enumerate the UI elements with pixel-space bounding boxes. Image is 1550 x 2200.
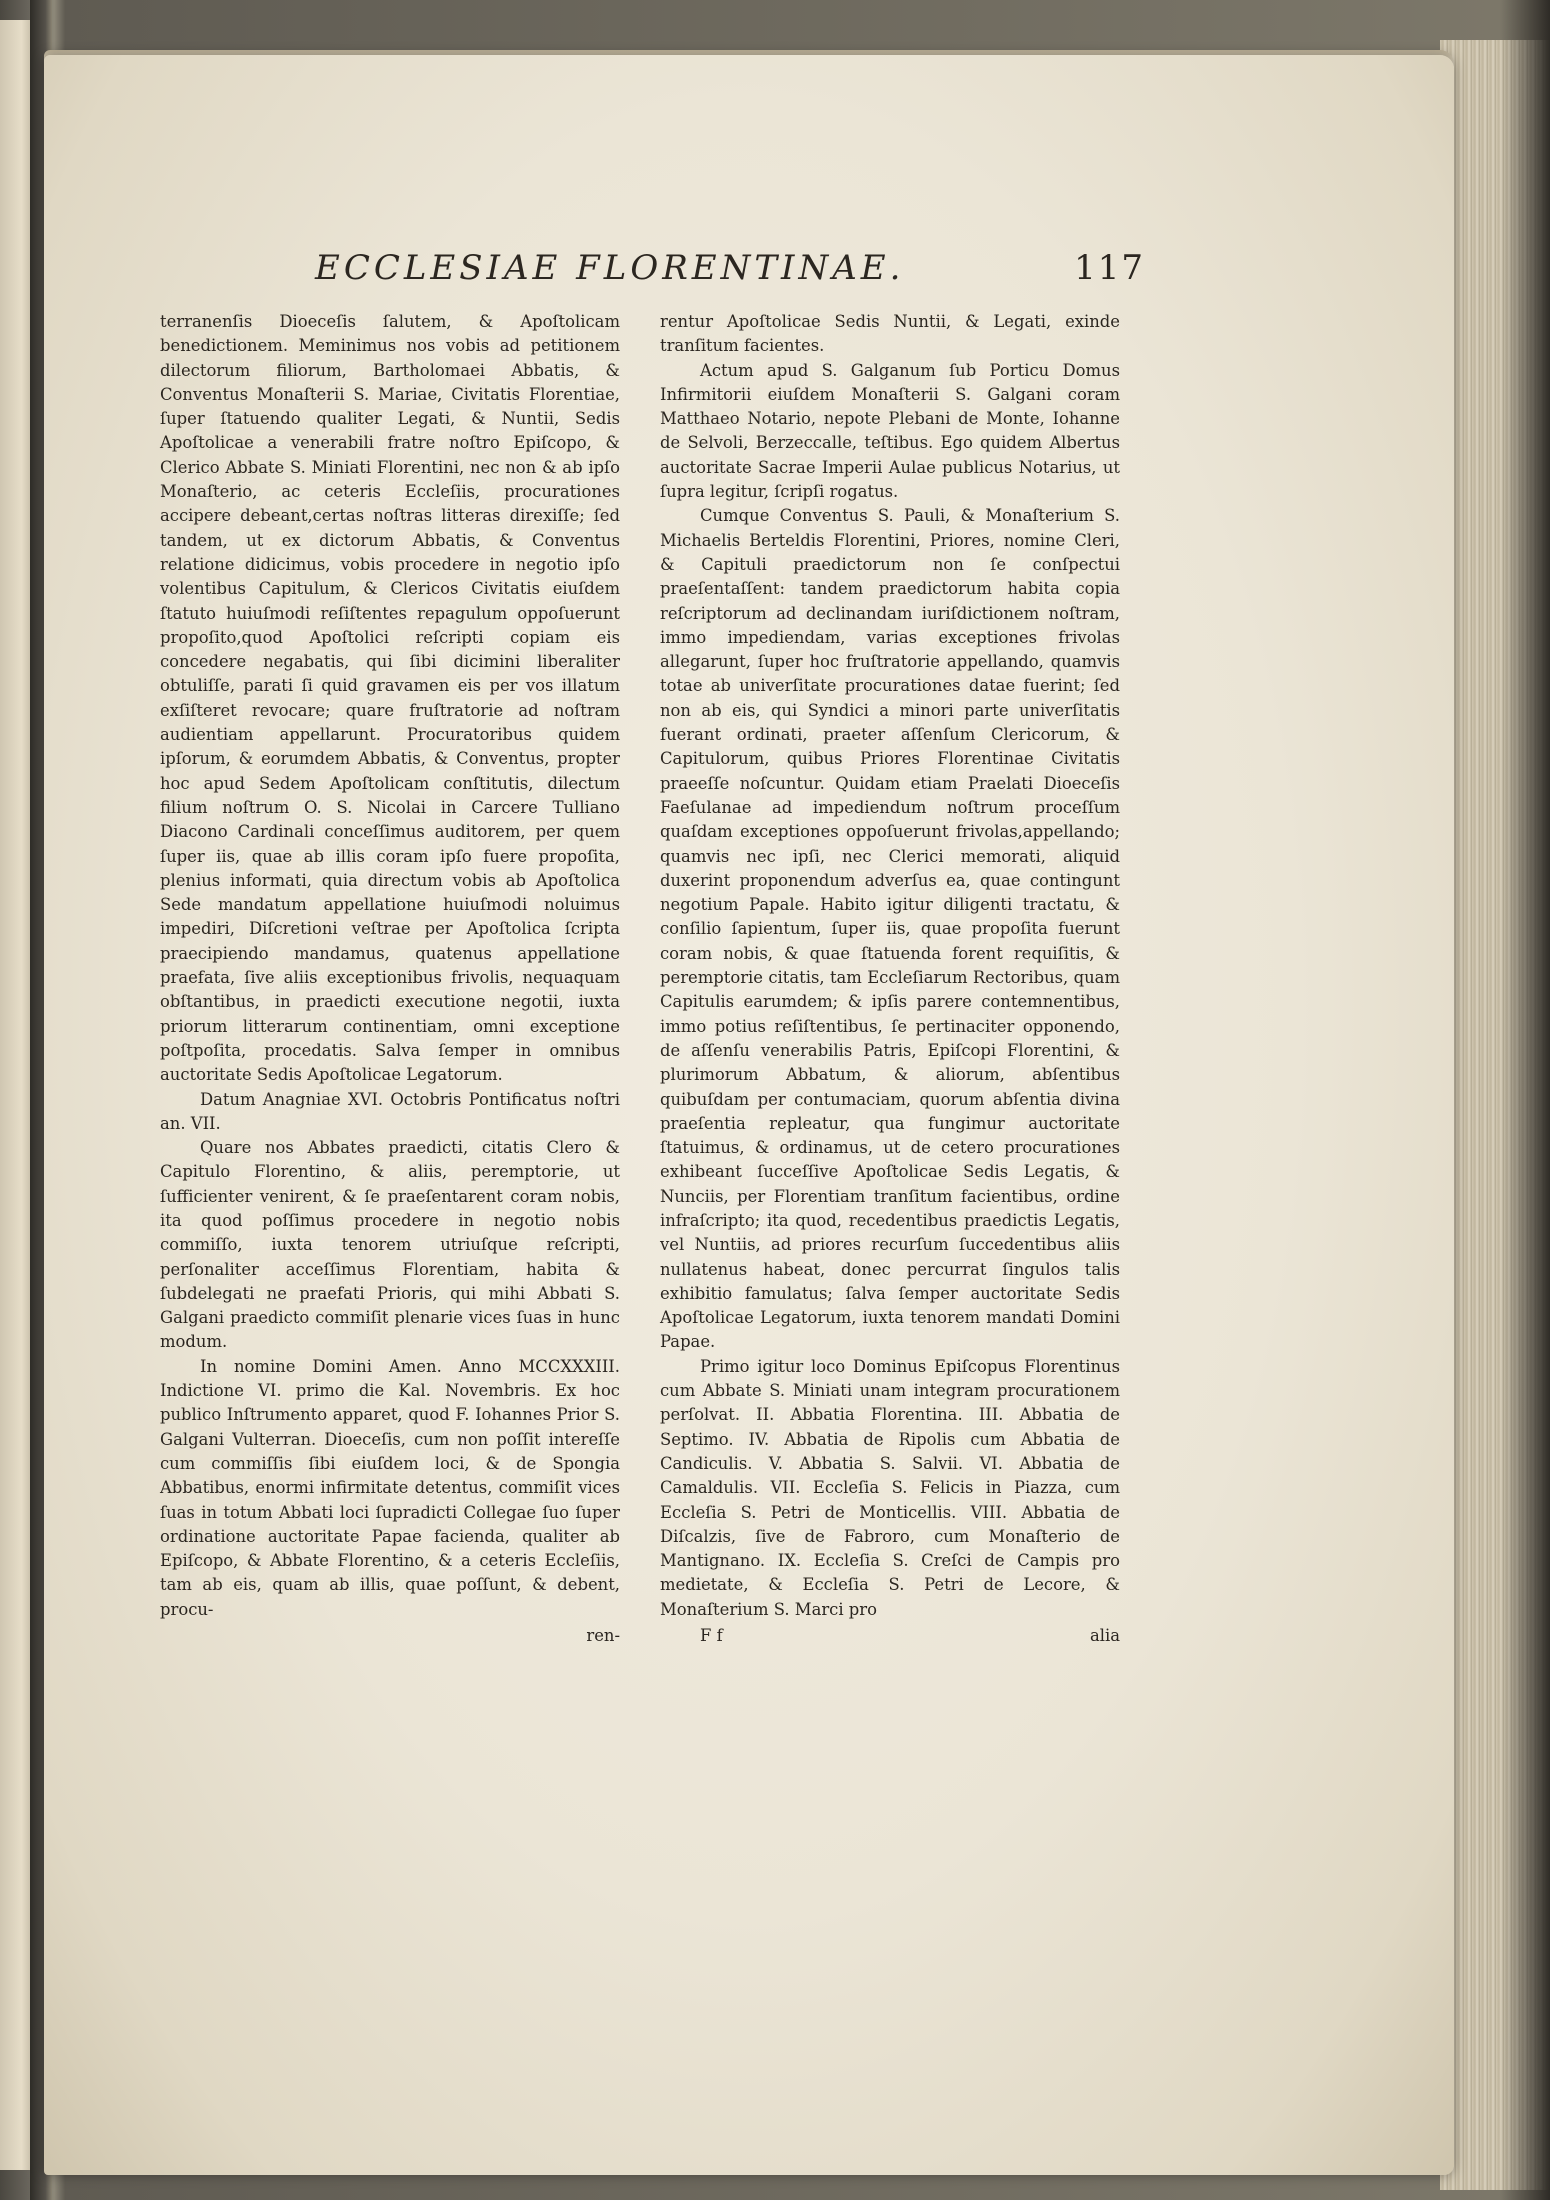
- left-paragraph-1: terranenſis Dioeceſis ſalutem, & Apoſtolicam benedictionem. Meminimus nos vobis ad petitionem dilectorum filiorum, Bartholomaei Abbatis, & Conventus Monaſterii S. Mariae, Civitatis Florentiae, ſuper ſtatuendo qualiter Legati, & Nuntii, Sedis Apoſtolicae a venerabili fratre noſtro Epiſcopo, & Clerico Abbate S. Miniati Florentini, nec non & ab ipſo Monaſterio, ac ceteris Eccleſiis, procurationes accipere debeant,certas noſtras litteras direxiſſe; ſed tandem, ut ex dictorum Abbatis, & Conventus relatione didicimus, vobis procedere in negotio ipſo volentibus Capitulum, & Clericos Civitatis eiuſdem ſtatuto huiuſmodi reſiſtentes repagulum oppoſuerunt propoſito,quod Apoſtolici reſcripti copiam eis concedere negabatis, qui ſibi dicimini liberaliter obtuliſſe, parati ſi quid gravamen eis per vos illatum exſiſteret revocare; quare fruſtratorie ad noſtram audientiam appellarunt. Procuratoribus quidem ipſorum, & eorumdem Abbatis, & Conventus, propter hoc apud Sedem Apoſtolicam conſtitutis, dilectum filium noſtrum O. S. Nicolai in Carcere Tulliano Diacono Cardinali conceſſimus auditorem, per quem ſuper iis, quae ab illis coram ipſo fuere propoſita, plenius informati, quia directum vobis ab Apoſtolica Sede mandatum appellatione huiuſmodi noluimus impediri, Diſcretioni veſtrae per Apoſtolica ſcripta praecipiendo mandamus, quatenus appellatione praefata, ſive aliis exceptionibus frivolis, nequaquam obſtantibus, in praedicti executione negotii, iuxta priorum litterarum continentiam, omni exceptione poſtpoſita, procedatis. Salva ſemper in omnibus auctoritate Sedis Apoſtolicae Legatorum.: [160, 312, 620, 1085]
- left-paragraph-3: Quare nos Abbates praedicti, citatis Clero & Capitulo Florentino, & aliis, peremptorie, ut ſufficienter venirent, & ſe praeſentarent coram nobis, ita quod poſſimus procedere in negotio nobis commiſſo, iuxta tenorem utriuſque reſcripti, perſonaliter acceſſimus Florentiam, habita & ſubdelegati ne praefati Prioris, qui mihi Abbati S. Galgani praedicto commiſit plenarie vices ſuas in hunc modum.: [160, 1138, 620, 1352]
- right-paragraph-2: Actum apud S. Galganum ſub Porticu Domus Infirmitorii eiuſdem Monaſterii S. Galgani coram Matthaeo Notario, nepote Plebani de Monte, Iohanne de Selvoli, Berzeccalle, teſtibus. Ego quidem Albertus auctoritate Sacrae Imperii Aulae publicus Notarius, ut ſupra legitur, ſcripſi rogatus.: [660, 360, 1120, 502]
- binding-shadow: [1500, 0, 1550, 2200]
- signature-mark: F f: [700, 1626, 723, 1646]
- right-paragraph-4: Primo igitur loco Dominus Epiſcopus Florentinus cum Abbate S. Miniati unam integram procurationem perſolvat. II. Abbatia Florentina. III. Abbatia de Septimo. IV. Abbatia de Ripolis cum Abbatia de Candiculis. V. Abbatia S. Salvii. VI. Abbatia de Camaldulis. VII. Eccleſia S. Felicis in Piazza, cum Eccleſia S. Petri de Monticellis. VIII. Abbatia de Diſcalzis, ſive de Fabroro, cum Monaſterio de Mantignano. IX. Eccleſia S. Creſci de Campis pro medietate, & Eccleſia S. Petri de Lecore, & Monaſterium S. Marci pro: [660, 1356, 1120, 1619]
- left-paragraph-4: In nomine Domini Amen. Anno MCCXXXIII. Indictione VI. primo die Kal. Novembris. Ex hoc publico Inſtrumento apparet, quod F. Iohannes Prior S. Galgani Vulterran. Dioeceſis, cum non poſſit intereſſe cum commiſſis ſibi eiuſdem loci, & de Spongia Abbatibus, enormi infirmitate detentus, commiſit vices ſuas in totum Abbati loci ſupradicti Collegae ſuo ſuper ordinatione auctoritate Papae facienda, qualiter ab Epiſcopo, & Abbate Florentino, & a ceteris Eccleſiis, tam ab eis, quam ab illis, quae poſſunt, & debent, procu-: [160, 1356, 620, 1619]
- right-paragraph-1: rentur Apoſtolicae Sedis Nuntii, & Legati, exinde tranſitum facientes.: [660, 312, 1120, 356]
- left-column: [160, 310, 620, 1648]
- running-head: [315, 248, 1145, 296]
- right-paragraph-3: Cumque Conventus S. Pauli, & Monaſterium S. Michaelis Berteldis Florentini, Priores, nomine Cleri, & Capituli praedictorum non ſe conſpectui praeſentaſſent: tandem praedictorum habita copia reſcriptorum ad declinandam iuriſdictionem noſtram, immo impediendam, varias exceptiones frivolas allegarunt, ſuper hoc fruſtratorie appellando, quamvis totae ab univerſitate procurationes datae fuerint; ſed non ab eis, qui Syndici a minori parte univerſitatis fuerant ordinati, praeter aſſenſum Clericorum, & Capitulorum, quibus Priores Florentinae Civitatis praeeſſe noſcuntur. Quidam etiam Praelati Dioeceſis Faeſulanae ad impediendum noſtrum proceſſum quaſdam exceptiones oppoſuerunt frivolas,appellando; quamvis nec ipſi, nec Clerici memorati, aliquid duxerint proponendum adverſus ea, quae contingunt negotium Papale. Habito igitur diligenti tractatu, & conſilio ſapientum, ſuper iis, quae propoſita fuerunt coram nobis, & quae ſtatuenda forent requiſitis, & peremptorie citatis, tam Eccleſiarum Rectoribus, quam Capitulis earumdem; & ipſis parere contemnentibus, immo potius reſiſtentibus, ſe pertinaciter opponendo, de aſſenſu venerabilis Patris, Epiſcopi Florentini, & plurimorum Abbatum, & aliorum, abſentibus quibuſdam per contumaciam, quorum abſentia divina praeſentia repleatur, qua fungimur auctoritate ſtatuimus, & ordinamus, ut de cetero procurationes exhibeant ſucceſſive Apoſtolicae Sedis Legatis, & Nunciis, per Florentiam tranſitum facientibus, ordine infraſcripto; ita quod, recedentibus praedictis Legatis, vel Nuntiis, ad priores recurſum ſuccedentibus aliis nullatenus habeat, donec percurrat ſingulos talis exhibitio famulatus; ſalva ſemper auctoritate Sedis Apoſtolicae Legatorum, iuxta tenorem mandati Domini Papae.: [660, 506, 1120, 1352]
- page-number: 117: [1074, 248, 1145, 288]
- right-column: [660, 310, 1120, 1648]
- right-footer: [660, 1624, 1120, 1648]
- left-catchword: ren-: [586, 1626, 620, 1646]
- right-catchword: alia: [1089, 1626, 1120, 1646]
- left-paragraph-2: Datum Anagniae XVI. Octobris Pontificatus noſtri an. VII.: [160, 1089, 620, 1133]
- running-head-title: ECCLESIAE FLORENTINAE.: [315, 248, 905, 288]
